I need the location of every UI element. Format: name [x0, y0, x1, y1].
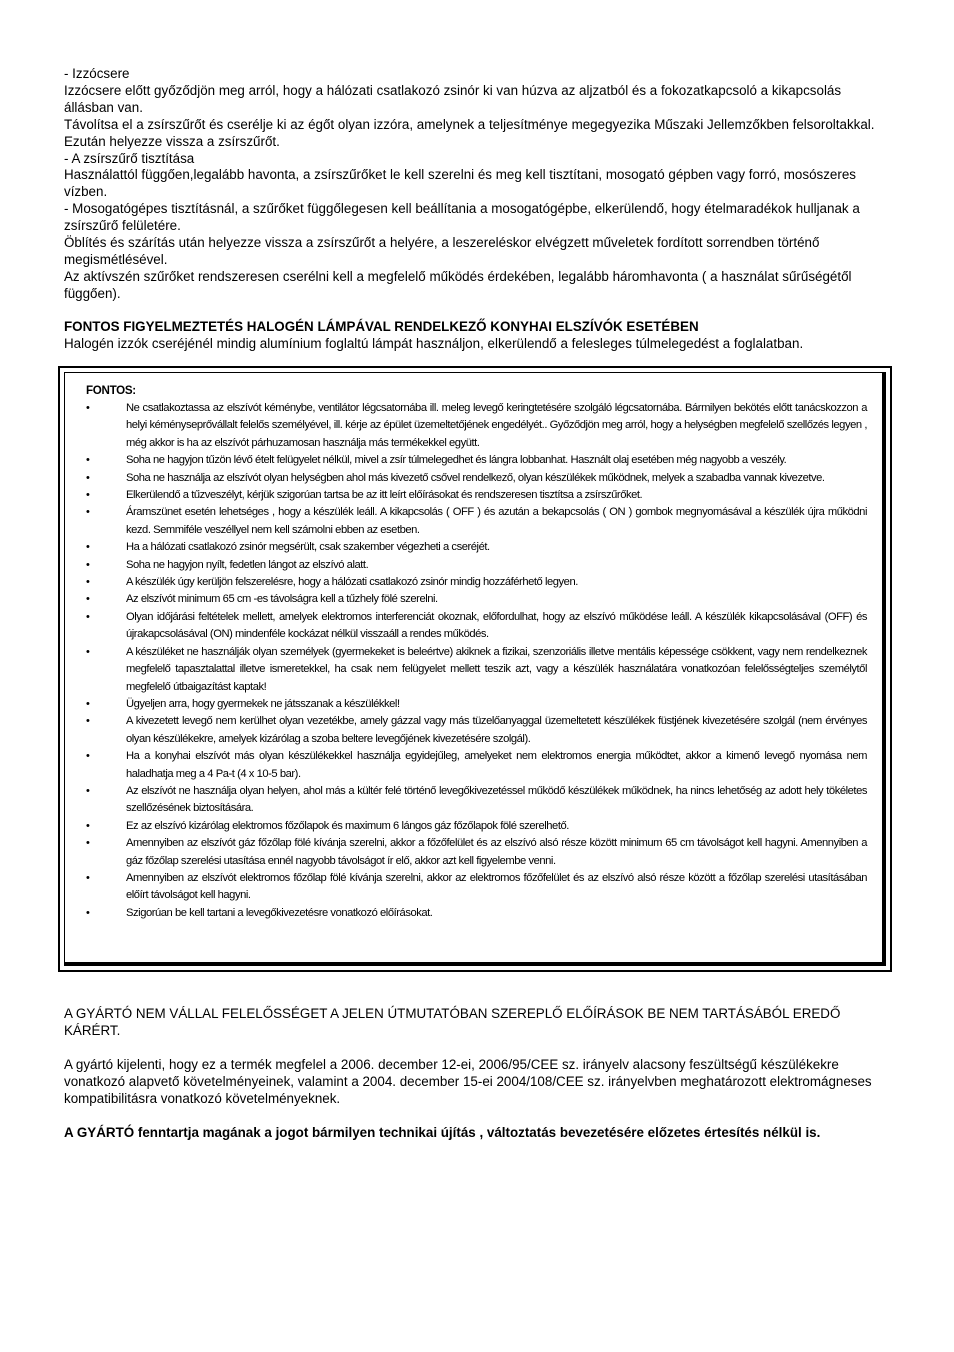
- bullet-icon: •: [86, 697, 90, 710]
- bullet-icon: •: [86, 871, 90, 884]
- warning-item: [86, 539, 867, 556]
- bullet-icon: •: [86, 402, 90, 414]
- warning-item: [86, 748, 867, 783]
- warning-item-text: Az elszívót minimum 65 cm -es távolságra kell a tűzhely fölé szerelni.: [126, 593, 438, 606]
- grease-filter-text: Használattól függően,legalább havonta, a zsírszűrőket le kell szerelni és meg kell tisztítani, mosogató gépben vagy forró, mosószeres vízben.: [64, 167, 856, 200]
- warning-item-text: Szigorúan be kell tartani a levegőkivezetésre vonatkozó előírásokat.: [126, 906, 433, 919]
- warning-item-text: Ha a hálózati csatlakozó zsinór megsérült, csak szakember végezheti a cseréjét.: [126, 541, 490, 554]
- important-notice-list: [86, 400, 867, 922]
- warning-item: [86, 504, 867, 539]
- warning-item-text: Ez az elszívó kizárólag elektromos főzőlapok és maximum 6 lángos gáz főzőlapok fölé szerelhető.: [126, 819, 569, 832]
- bullet-icon: •: [86, 906, 90, 919]
- liability-disclaimer: A GYÁRTÓ NEM VÁLLAL FELELŐSSÉGET A JELEN ÚTMUTATÓBAN SZEREPLŐ ELŐÍRÁSOK BE NEM TARTÁSÁBÓL EREDŐ KÁRÉRT.: [64, 1006, 841, 1038]
- warning-item: [86, 470, 867, 487]
- bulb-replacement-text: Izzócsere előtt győződjön meg arról, hogy a hálózati csatlakozó zsinór ki van húzva az aljzatból és a fokozatkapcsoló a kikapcsolás állásban van.: [64, 82, 842, 115]
- warning-item: [86, 644, 867, 696]
- warning-item-text: Áramszünet esetén lehetséges , hogy a készülék leáll. A kikapcsolás ( OFF ) és azután a bekapcsolás ( ON ) gombok megnyomásával a készülék újra működni kezd. Semmiféle veszéllyel nem kell számolni ebben az esetben.: [126, 506, 867, 536]
- manufacturer-reservation: A GYÁRTÓ fenntartja magának a jogot bármilyen technikai újítás , változtatás bevezetésére előzetes értesítés nélkül is.: [64, 1125, 821, 1140]
- maintenance-section: [64, 66, 886, 303]
- warning-item: [86, 905, 867, 922]
- warning-item: [86, 696, 867, 713]
- carbon-filter-text: Az aktívszén szűrőket rendszeresen cserélni kell a megfelelő működés érdekében, legalább háromhavonta ( a használat sűrűségétől függően).: [64, 268, 852, 301]
- warning-item: [86, 557, 867, 574]
- warning-item-text: A kivezetett levegő nem kerülhet olyan vezetékbe, amely gázzal vagy más tüzelőanyaggal üzemeltetett készülékek füstjének kivezetésére szolgál (nem érvényes olyan készülékekre, amelyek kizárólag a szoba beltere levegőjének kivezetésére szolgál).: [126, 715, 867, 745]
- warning-item: [86, 574, 867, 591]
- bulb-replacement-text: Távolítsa el a zsírszűrőt és cserélje ki az égőt olyan izzóra, amelynek a teljesítménye megegyezika Műszaki Jellemzőkben felsoroltakkal. Ezután helyezze vissza a zsírszűrőt.: [64, 116, 875, 149]
- bullet-icon: •: [86, 489, 90, 502]
- warning-item-text: Elkerülendő a tűzveszélyt, kérjük szigorúan tartsa be az itt leírt előírásokat és rendszeresen tisztítsa a zsírszűrőket.: [126, 489, 643, 502]
- bulb-replacement-heading: - Izzócsere: [64, 66, 130, 81]
- warning-item: [86, 487, 867, 504]
- bullet-icon: •: [86, 576, 90, 589]
- warning-item: [86, 609, 867, 644]
- bullet-icon: •: [86, 593, 90, 606]
- warning-item-text: Az elszívót ne használja olyan helyen, ahol más a kültér felé történő levegőkivezetéssel működő készülékek működnek, ha nincs lehetőség az adott hely tökéletes szellőzésének biztosítására.: [126, 784, 867, 815]
- conformity-declaration: A gyártó kijelenti, hogy ez a termék megfelel a 2006. december 12-ei, 2006/95/CEE sz. irányelv alacsony feszültségű készülékekre vonatkozó alapvető követelményeinek, valamint a 2004. december 15-ei 2004/108/CEE sz. irányelvben meghatározott elektromágneses kompatibilitásra vonatkozó követelményeknek.: [64, 1057, 872, 1106]
- bullet-icon: •: [86, 558, 90, 571]
- warning-item-text: Olyan időjárási feltételek mellett, amelyek elektromos interferenciát okoznak, előfordulhat, hogy az elszívó működése leáll. A készülék kikapcsolásával (OFF) és újrakapcsolásával (ON) mindenféle kockázat nélkül visszaáll a rendes működés.: [126, 610, 867, 641]
- warning-item-text: Soha ne hagyjon nyílt, fedetlen lángot az elszívó alatt.: [126, 558, 369, 571]
- bullet-icon: •: [86, 837, 90, 850]
- warning-item-text: Soha ne hagyjon tűzön lévő ételt felügyelet nélkül, mivel a zsír túlmelegedhet és lángra lobbanhat. Használt olaj esetében még nagyobb a veszély.: [126, 454, 787, 467]
- bullet-icon: •: [86, 471, 90, 484]
- bullet-icon: •: [86, 506, 90, 519]
- bullet-icon: •: [86, 715, 90, 728]
- warning-item: [86, 818, 867, 835]
- warning-item: [86, 870, 867, 905]
- bullet-icon: •: [86, 750, 90, 763]
- grease-filter-heading: - A zsírszűrő tisztítása: [64, 150, 195, 166]
- warning-item: [86, 452, 867, 469]
- warning-item: [86, 713, 867, 748]
- warning-item-text: Soha ne használja az elszívót olyan helységben ahol más kivezető csővel rendelkező, olyan készülékek működnek, melyek a szabadba vannak kivezetve.: [126, 471, 825, 484]
- bullet-icon: •: [86, 645, 90, 658]
- dishwasher-cleaning-text: - Mosogatógépes tisztításnál, a szűrőket függőlegesen kell beállítania a mosogatógépbe, elkerülendő, hogy ételmaradékok hulljanak a zsírszűrő felületére.: [64, 201, 860, 234]
- bullet-icon: •: [86, 454, 90, 467]
- warning-item-text: Amennyiben az elszívót gáz főzőlap fölé kívánja szerelni, akkor a főzőfelület és az elszívó alsó része között minimum 65 cm távolságot kell hagyni. Amennyiben a gáz főzőlap szerelési utasítása ennél nagyobb távolságot ír elő, akkor azt kell figyelembe venni.: [126, 837, 867, 867]
- important-notice-title: FONTOS:: [86, 384, 136, 397]
- warning-item: [86, 783, 867, 818]
- halogen-warning-section: [64, 319, 886, 353]
- halogen-warning-heading: FONTOS FIGYELMEZTETÉS HALOGÉN LÁMPÁVAL RENDELKEZŐ KONYHAI ELSZÍVÓK ESETÉBEN: [64, 319, 699, 334]
- warning-item-text: A készülék úgy kerüljön felszerelésre, hogy a hálózati csatlakozó zsinór mindig hozzáférhető legyen.: [126, 576, 578, 589]
- bullet-icon: •: [86, 610, 90, 623]
- bullet-icon: •: [86, 541, 90, 554]
- warning-item: [86, 400, 867, 452]
- warning-item-text: Ügyeljen arra, hogy gyermekek ne játsszanak a készülékkel!: [126, 697, 400, 710]
- bullet-icon: •: [86, 819, 90, 832]
- warning-item-text: Amennyiben az elszívót elektromos főzőlap fölé kívánja szerelni, akkor az elektromos főzőfelület és az elszívó alsó része között a főzőlap szerelési utasításában előírt távolságot kell hagyni.: [126, 871, 867, 902]
- warning-item-text: A készüléket ne használják olyan személyek (gyermekeket is beleértve) akiknek a fizikai, szenzoriális illetve mentális képessége csökkent, vagy nem rendelkeznek megfelelő tapasztalattal illetve ismeretekkel, ha csak nem felügyelet mellett teszik azt, vagy a készülék használatára vonatkozóan felelősségteljes személytől megfelelő útbaigazítást kaptak!: [126, 645, 867, 693]
- warning-item: [86, 835, 867, 870]
- halogen-warning-text: Halogén izzók cseréjénél mindig alumínium foglaltú lámpát használjon, elkerülendő a felesleges túlmelegedést a foglalatban.: [64, 335, 804, 351]
- warning-item-text: Ha a konyhai elszívót más olyan készülékekkel használja egyidejűleg, amelyeket nem elektromos energia működtet, akkor a kimenő levegő nyomása nem haladhatja meg a 4 Pa-t (4 x 10-5 bar).: [126, 750, 867, 780]
- bullet-icon: •: [86, 784, 90, 797]
- reinstall-filter-text: Öblítés és szárítás után helyezze vissza a zsírszűrőt a helyére, a leszereléskor elvégzett műveletek fordított sorrendben történő megismétlésével.: [64, 235, 820, 267]
- warning-item-text: Ne csatlakoztassa az elszívót kéménybe, ventilátor légcsatornába ill. meleg levegő keringtetésére szolgáló légcsatornába. Bármilyen bekötés előtt tanácskozzon a helyi kéményseprővállalt felelős személyével, ill. kérje az épület üzemeltetőjének engedélyét.. Győződjön meg arról, hogy a helységben megfelelő szellőzés legyen , még akkor is ha az elszívót párhuzamosan használja más termékekkel együtt.: [126, 402, 867, 449]
- warning-item: [86, 591, 867, 608]
